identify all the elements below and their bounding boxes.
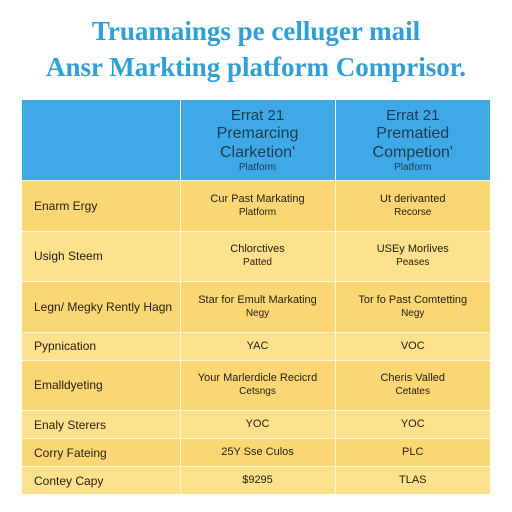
page-title: Truamaings pe celluger mail [91, 16, 421, 46]
cell-value: YOC [400, 418, 425, 431]
feature-cell: Emalldyeting [22, 360, 180, 411]
cell-value: VOC [400, 339, 425, 352]
header-platform-2-top: Errat 21 [386, 106, 440, 124]
feature-cell: Enaly Sterers [22, 411, 180, 439]
table-row [22, 332, 490, 360]
platform-1-cell [180, 181, 335, 232]
cell-subvalue: Cetates [395, 386, 430, 398]
feature-cell: Corry Fateing [22, 439, 180, 467]
table-body [22, 181, 490, 495]
cell-value: TLAS [398, 474, 427, 487]
feature-cell: Legn/ Megky Rently Hagn [22, 282, 180, 333]
cell-subvalue: Cetsngs [239, 386, 276, 398]
platform-1-cell [180, 231, 335, 282]
table-row [22, 231, 490, 282]
table-row [22, 439, 490, 467]
platform-2-cell [335, 439, 490, 467]
cell-value: $9295 [242, 474, 273, 487]
header-platform-1-sub: Platform [238, 161, 277, 173]
cell-subvalue: Negy [245, 307, 270, 319]
header-platform-1-name: Premarcing Clarketion' [216, 124, 299, 161]
table-row [22, 181, 490, 232]
feature-cell: Enarm Ergy [22, 181, 180, 232]
cell-value: Ut derivanted [380, 192, 446, 205]
header-platform-2 [335, 100, 490, 181]
header-platform-1 [180, 100, 335, 181]
header-feature-column [22, 100, 180, 181]
platform-1-cell [180, 332, 335, 360]
platform-2-cell [335, 411, 490, 439]
platform-1-cell [180, 467, 335, 494]
table-row [22, 360, 490, 411]
feature-cell: Contey Capy [22, 467, 180, 494]
cell-subvalue: Negy [401, 307, 425, 319]
table-row [22, 282, 490, 333]
platform-1-cell [180, 360, 335, 411]
header-platform-2-name: Prematied Competion' [372, 124, 453, 161]
cell-value: Chlorctives [230, 243, 285, 256]
cell-subvalue: Platform [238, 206, 277, 218]
cell-value: Cheris Valled [380, 372, 446, 385]
page-subtitle: Ansr Markting platform Comprisor. [46, 52, 466, 82]
header-platform-2-sub: Platform [394, 161, 432, 173]
table-row [22, 467, 490, 494]
cell-value: Star for Emult Markating [198, 293, 317, 306]
cell-value: Tor fo Past Comtetting [358, 293, 468, 306]
comparison-table [22, 100, 490, 494]
feature-cell: Usigh Steem [22, 231, 180, 282]
platform-2-cell [335, 467, 490, 494]
cell-subvalue: Recorse [394, 206, 432, 218]
cell-value: YAC [246, 339, 269, 352]
cell-value: YOC [245, 418, 270, 431]
feature-cell: Pypnication [22, 332, 180, 360]
platform-2-cell [335, 360, 490, 411]
platform-1-cell [180, 439, 335, 467]
cell-value: 25Y Sse Culos [221, 446, 294, 459]
platform-2-cell [335, 181, 490, 232]
cell-subvalue: Patted [243, 257, 272, 269]
platform-2-cell [335, 231, 490, 282]
cell-value: Your Marlerdicle Recicrd [197, 372, 318, 385]
cell-value: PLC [402, 446, 424, 459]
platform-1-cell [180, 411, 335, 439]
cell-value: USEy Morlives [376, 243, 449, 256]
platform-1-cell [180, 282, 335, 333]
table-row [22, 411, 490, 439]
header-platform-1-top: Errat 21 [230, 106, 285, 124]
table-header-row [22, 100, 490, 181]
cell-subvalue: Peases [396, 257, 430, 269]
platform-2-cell [335, 332, 490, 360]
platform-2-cell [335, 282, 490, 333]
cell-value: Cur Past Markating [210, 192, 305, 205]
